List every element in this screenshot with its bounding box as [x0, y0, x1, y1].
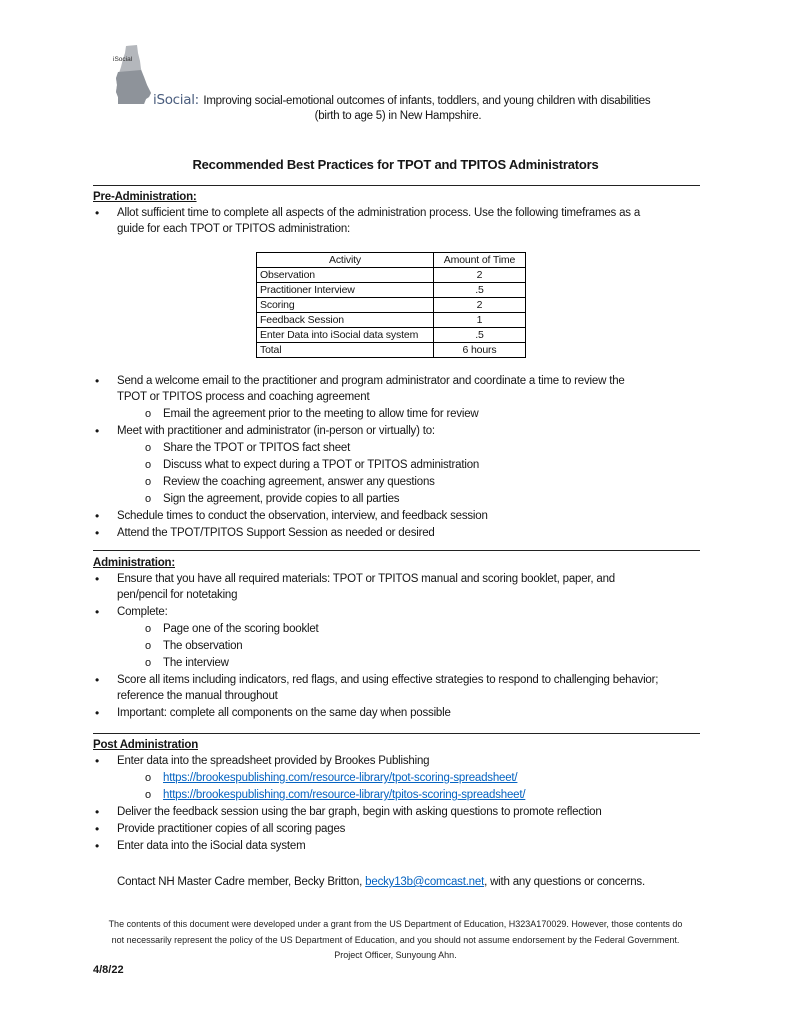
table-cell: 2 — [434, 268, 526, 283]
section-pre-administration-continued — [93, 373, 753, 541]
contact-suffix: , with any questions or concerns. — [484, 876, 645, 888]
divider — [93, 550, 700, 551]
sub-list-item — [117, 770, 753, 786]
list-item — [93, 753, 753, 803]
list-item — [93, 525, 753, 541]
list-item — [93, 821, 753, 837]
sub-list — [117, 406, 753, 422]
sub-list — [117, 770, 753, 803]
table-cell: .5 — [434, 328, 526, 343]
bullet-list — [93, 571, 753, 721]
table-cell: Scoring — [257, 298, 434, 313]
timeframes-table — [256, 252, 526, 358]
sub-list-item: o The observation — [117, 638, 753, 654]
sub-list — [117, 621, 753, 671]
funding-disclaimer: The contents of this document were developed under a grant from the US Department of Education, H323A170029. However, those contents do not necessarily represent the policy of the US Department of Education, and you should not assume endorsement by the Federal Government. Project Officer, Sunyoung Ahn. — [108, 919, 683, 960]
section-post-administration — [93, 737, 753, 854]
section-heading: Post Administration — [93, 739, 199, 751]
isocial-logo — [110, 43, 152, 105]
list-item — [93, 804, 753, 820]
list-item — [93, 571, 753, 603]
brand-name: iSocial: — [153, 92, 199, 108]
divider — [93, 185, 700, 186]
bullet-list — [93, 753, 753, 854]
table-row — [257, 298, 526, 313]
section-heading: Pre-Administration: — [93, 191, 197, 203]
new-hampshire-shape-lower — [116, 70, 151, 104]
sub-list-item: o Review the coaching agreement, answer any questions — [117, 474, 753, 490]
document-date: 4/8/22 — [93, 964, 124, 976]
contact-line — [117, 874, 645, 890]
sub-list-item: o The interview — [117, 655, 753, 671]
list-item-text: • Ensure that you have all required materials: TPOT or TPITOS manual and scoring booklet, paper, and pen/pencil for notetaking — [117, 573, 615, 601]
list-item — [93, 705, 753, 721]
page-title: Recommended Best Practices for TPOT and TPITOS Administrators — [192, 157, 599, 172]
divider — [93, 733, 700, 734]
table-row — [257, 343, 526, 358]
tpot-spreadsheet-link[interactable]: https://brookespublishing.com/resource-library/tpot-scoring-spreadsheet/ — [163, 772, 518, 784]
sub-list-item — [117, 787, 753, 803]
table-cell: .5 — [434, 283, 526, 298]
list-item-text: • Schedule times to conduct the observation, interview, and feedback session — [117, 510, 488, 522]
contact-email-link[interactable]: becky13b@comcast.net — [365, 876, 485, 888]
column-header: Amount of Time — [434, 253, 526, 268]
tagline-line-1: Improving social-emotional outcomes of infants, toddlers, and young children with disabilities — [203, 95, 651, 107]
list-item — [93, 205, 753, 237]
list-item — [93, 672, 753, 704]
list-item-text: • Enter data into the iSocial data system — [117, 840, 306, 852]
table-cell: Observation — [257, 268, 434, 283]
list-item-text: • Score all items including indicators, red flags, and using effective strategies to respond to challenging behavior; reference the manual throughout — [117, 674, 659, 702]
list-item — [93, 423, 753, 507]
table-cell: 1 — [434, 313, 526, 328]
list-item-text: • Important: complete all components on the same day when possible — [117, 707, 451, 719]
sub-list-item: o Sign the agreement, provide copies to all parties — [117, 491, 753, 507]
list-item-text: • Provide practitioner copies of all scoring pages — [117, 823, 346, 835]
sub-list-item: o Discuss what to expect during a TPOT or TPITOS administration — [117, 457, 753, 473]
bullet-list — [93, 205, 753, 237]
table-cell: Practitioner Interview — [257, 283, 434, 298]
list-item — [93, 373, 753, 422]
tagline-line-2: (birth to age 5) in New Hampshire. — [314, 110, 482, 122]
logo-text: iSocial — [113, 56, 133, 63]
column-header: Activity — [257, 253, 434, 268]
sub-list-item: o Email the agreement prior to the meeting to allow time for review — [117, 406, 753, 422]
list-item — [93, 838, 753, 854]
table-row — [257, 313, 526, 328]
tpitos-spreadsheet-link[interactable]: https://brookespublishing.com/resource-library/tpitos-scoring-spreadsheet/ — [163, 789, 526, 801]
list-item-text: • Enter data into the spreadsheet provided by Brookes Publishing — [117, 755, 430, 767]
table-cell: Enter Data into iSocial data system — [257, 328, 434, 343]
list-item-text: • Meet with practitioner and administrator (in-person or virtually) to: — [117, 425, 435, 437]
table-row — [257, 328, 526, 343]
table-cell: 2 — [434, 298, 526, 313]
table-cell: Total — [257, 343, 434, 358]
bullet-list — [93, 373, 753, 541]
list-item-text: • Send a welcome email to the practitioner and program administrator and coordinate a time to review the TPOT or TPITOS process and coaching agreement — [117, 375, 625, 403]
sub-list-item: o Share the TPOT or TPITOS fact sheet — [117, 440, 753, 456]
table-header-row — [257, 253, 526, 268]
list-item — [93, 508, 753, 524]
sub-list-item: o Page one of the scoring booklet — [117, 621, 753, 637]
list-item-text: • Allot sufficient time to complete all aspects of the administration process. Use the following timeframes as a guide for each TPOT or TPITOS administration: — [117, 207, 641, 235]
list-item-text: • Complete: — [117, 606, 168, 618]
section-administration — [93, 555, 753, 721]
list-item — [93, 604, 753, 671]
table-cell: Feedback Session — [257, 313, 434, 328]
table-row — [257, 268, 526, 283]
contact-prefix: Contact NH Master Cadre member, Becky Britton, — [117, 876, 366, 888]
list-item-text: • Deliver the feedback session using the bar graph, begin with asking questions to promote reflection — [117, 806, 602, 818]
sub-list — [117, 440, 753, 507]
table-row — [257, 283, 526, 298]
section-heading: Administration: — [93, 557, 175, 569]
list-item-text: • Attend the TPOT/TPITOS Support Session as needed or desired — [117, 527, 435, 539]
section-pre-administration — [93, 189, 753, 237]
table-cell: 6 hours — [434, 343, 526, 358]
